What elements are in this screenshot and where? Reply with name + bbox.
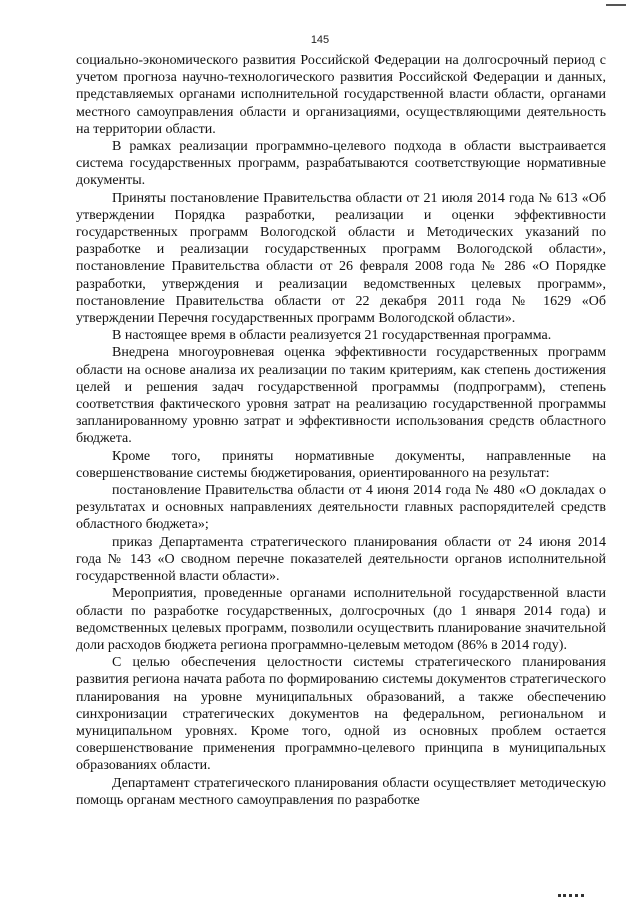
paragraph: С целью обеспечения целостности системы стратегического планирования развития региона начата работа по формированию системы документов стратегического планирования на уровне муниципальных образований, а также обеспечению синхронизации стратегических документов на федеральном, региональном и муниципальном уровнях. Кроме того, одной из основных проблем остается совершенствование применения программно-целевого принципа в муниципальных образованиях области. [76,655,606,774]
scan-corner-mark [606,0,626,6]
paragraph: Кроме того, приняты нормативные документы, направленные на совершенствование системы бюджетирования, ориентированного на результат: [76,448,606,481]
paragraph: социально-экономического развития Российской Федерации на долгосрочный период с учетом прогноза научно-технологического развития Российской Федерации и данных, представляемых органами исполнительной государственной власти области, органами местного самоуправления области и организациями, осуществляющими деятельность на территории области. [76,53,606,137]
paragraph: постановление Правительства области от 4 июня 2014 года № 480 «О докладах о результатах и основных направлениях деятельности главных распорядителей средств областного бюджета»; [76,483,606,533]
paragraph: приказ Департамента стратегического планирования области от 24 июня 2014 года № 143 «О сводном перечне показателей деятельности органов исполнительной государственной власти области». [76,534,606,585]
paragraph: Мероприятия, проведенные органами исполнительной государственной власти области по разработке государственных, долгосрочных (до 1 января 2014 года) и ведомственных целевых программ, позволили осуществить планирование значительной доли расходов бюджета региона программно-целевым методом (86% в 2014 году). [76,586,606,653]
page-number: 145 [310,34,330,46]
scan-artifact-mark [558,891,584,897]
paragraph: В рамках реализации программно-целевого подхода в области выстраивается система государственных программ, разрабатываются соответствующие нормативные документы. [76,139,606,189]
paragraph: В настоящее время в области реализуется 21 государственная программа. [112,328,552,344]
paragraph: Внедрена многоуровневая оценка эффективности государственных программ области на основе анализа их реализации по таким критериям, как степень достижения целей и решения задач государственной программы (подпрограмм), степень соответствия фактического уровня затрат на реализацию государственной программы запланированному уровню затрат и эффективности использования средств областного бюджета. [76,345,606,447]
paragraph: Департамент стратегического планирования области осуществляет методическую помощь органам местного самоуправления по разработке [76,775,606,808]
document-body [76,52,606,809]
paragraph: Приняты постановление Правительства области от 21 июля 2014 года № 613 «Об утверждении Порядка разработки, реализации и оценки эффективности государственных программ Вологодской области и Методических указаний по разработке и реализации государственных программ Вологодской области», постановление Правительства области от 26 февраля 2008 года № 286 «О Порядке разработки, утверждения и реализации ведомственных целевых программ», постановление Правительства области от 22 декабря 2011 года № 1629 «Об утверждении Перечня государственных программ Вологодской области». [76,190,606,327]
